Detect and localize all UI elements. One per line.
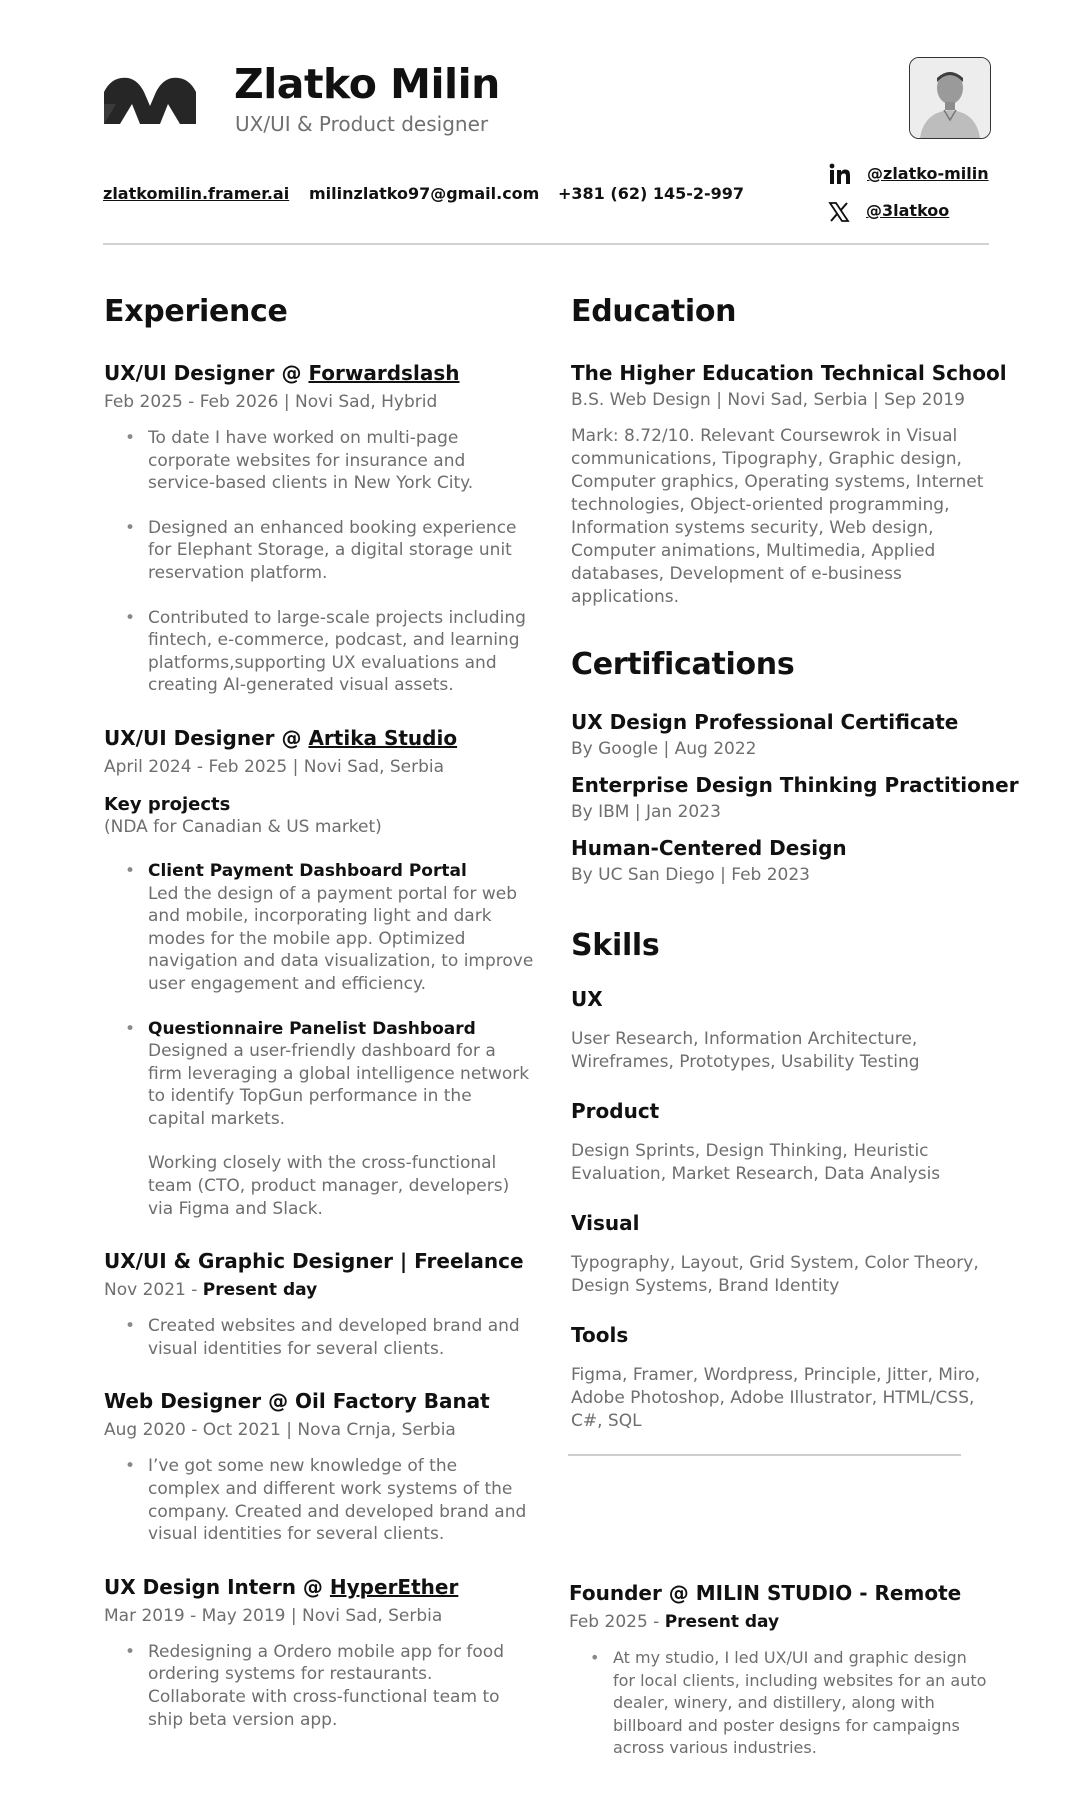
job-freelance — [104, 1248, 534, 1360]
list-item: • Redesigning a Ordero mobile app for food ordering systems for restaurants. Collaborate with cross-functional team to ship beta version app. — [104, 1641, 534, 1731]
company-link[interactable]: Forwardslash — [308, 361, 460, 385]
job-title-prefix: UX Design Intern @ — [104, 1574, 330, 1599]
job-title-prefix: UX/UI Designer @ — [104, 725, 309, 750]
project-text: Led the design of a payment portal for web and mobile, incorporating light and dark modes for the mobile app. Optimized navigation and data visualization, to improve user engagement and efficiency. — [148, 883, 534, 994]
project-name: • Client Payment Dashboard Portal — [148, 860, 467, 881]
list-item — [104, 1018, 534, 1221]
x-link[interactable]: @3latkoo — [866, 201, 950, 220]
skill-group-items: Typography, Layout, Grid System, Color Theory, Design Systems, Brand Identity — [571, 1253, 979, 1296]
job-meta — [104, 1279, 534, 1301]
skill-group-title: UX — [571, 987, 603, 1011]
linkedin-link[interactable]: @zlatko-milin — [867, 164, 989, 183]
cert-meta: By Google | Aug 2022 — [571, 739, 757, 759]
project-text: Designed a user-friendly dashboard for a firm leveraging a global intelligence network to identify TopGun performance in the capital markets. — [148, 1041, 530, 1129]
key-projects-note: (NDA for Canadian & US market) — [104, 816, 382, 837]
skill-group-items: Figma, Framer, Wordpress, Principle, Jitter, Miro, Adobe Photoshop, Adobe Illustrator, HTML/CSS, C#, SQL — [571, 1365, 981, 1431]
avatar — [910, 58, 990, 138]
founder-meta-prefix: Feb 2025 - — [569, 1612, 665, 1632]
list-item: • Designed an enhanced booking experience for Elephant Storage, a digital storage unit reservation platform. — [104, 517, 534, 585]
phone-text[interactable]: +381 (62) 145-2-997 — [558, 184, 745, 203]
job-title: Web Designer @ Oil Factory Banat — [104, 1389, 490, 1414]
email-text[interactable]: milinzlatko97@gmail.com — [309, 184, 540, 203]
company-link[interactable]: Artika Studio — [308, 725, 458, 750]
skills-section — [571, 928, 991, 1433]
skill-group-title: Product — [571, 1099, 660, 1123]
skills-heading: Skills — [571, 928, 660, 963]
project-name: • Questionnaire Panelist Dashboard — [148, 1018, 476, 1039]
job-title — [104, 360, 534, 386]
certifications-section — [571, 647, 1019, 886]
linkedin-icon[interactable] — [829, 163, 851, 185]
list-item: • I’ve got some new knowledge of the complex and different work systems of the company. Created and developed brand and visual identities for several clients. — [104, 1455, 534, 1545]
x-icon[interactable] — [828, 201, 850, 223]
job-title-prefix: UX/UI Designer @ — [104, 361, 309, 385]
education-details: Mark: 8.72/10. Relevant Coursewrok in Visual communications, Tipography, Graphic design, Computer graphics, Operating systems, Internet technologies, Object-oriented programming, Information systems security, Web design, Computer animations, Multimedia, Applied databases, Development of e-business applications. — [571, 426, 984, 607]
job-artika — [104, 725, 534, 1220]
key-projects-label: Key projects — [104, 793, 231, 815]
list-item: • Created websites and developed brand and visual identities for several clients. — [104, 1315, 534, 1360]
company-link[interactable]: HyperEther — [329, 1574, 459, 1599]
cert-title: UX Design Professional Certificate — [571, 710, 959, 734]
job-forwardslash — [104, 360, 534, 697]
job-meta-current: Present day — [202, 1280, 318, 1301]
header-divider — [103, 243, 989, 245]
job-hyperether — [104, 1574, 534, 1731]
skill-group-title: Tools — [571, 1323, 629, 1347]
job-meta: Mar 2019 - May 2019 | Novi Sad, Serbia — [104, 1605, 443, 1626]
list-item — [104, 860, 534, 996]
job-title — [104, 725, 534, 751]
list-item: • At my studio, I led UX/UI and graphic design for local clients, including websites for an auto dealer, winery, and distillery, along with billboard and poster designs for campaigns across various industries. — [569, 1647, 989, 1760]
list-item: • Contributed to large-scale projects including fintech, e-commerce, podcast, and learning platforms,supporting UX evaluations and creating AI-generated visual assets. — [104, 607, 534, 697]
cert-title: Enterprise Design Thinking Practitioner — [571, 773, 1019, 797]
cert-meta: By IBM | Jan 2023 — [571, 802, 721, 822]
candidate-role: UX/UI & Product designer — [235, 112, 489, 136]
experience-section — [104, 294, 534, 1731]
cert-meta: By UC San Diego | Feb 2023 — [571, 865, 810, 885]
degree-meta: B.S. Web Design | Novi Sad, Serbia | Sep 2019 — [571, 390, 965, 410]
right-column — [571, 294, 1019, 1433]
founder-divider — [568, 1454, 961, 1456]
skill-group-items: User Research, Information Architecture, Wireframes, Prototypes, Usability Testing — [571, 1029, 920, 1072]
skill-group-title: Visual — [571, 1211, 640, 1235]
job-meta: April 2024 - Feb 2025 | Novi Sad, Serbia — [104, 756, 445, 777]
founder-section — [569, 1580, 989, 1760]
school-name: The Higher Education Technical School — [571, 361, 1007, 385]
job-meta-prefix: Nov 2021 - — [104, 1280, 203, 1301]
skill-group-items: Design Sprints, Design Thinking, Heuristic Evaluation, Market Research, Data Analysis — [571, 1141, 941, 1184]
logo-mark — [102, 74, 198, 126]
founder-meta-current: Present day — [664, 1612, 780, 1632]
certifications-heading: Certifications — [571, 647, 795, 682]
education-heading: Education — [571, 294, 737, 329]
founder-title: Founder @ MILIN STUDIO - Remote — [569, 1581, 962, 1605]
candidate-name: Zlatko Milin — [234, 60, 500, 108]
education-section — [571, 294, 1007, 609]
job-meta: Feb 2025 - Feb 2026 | Novi Sad, Hybrid — [104, 392, 438, 412]
founder-meta — [569, 1611, 989, 1633]
job-title — [104, 1574, 534, 1600]
website-link[interactable]: zlatkomilin.framer.ai — [103, 184, 290, 203]
project-text: Working closely with the cross-functional team (CTO, product manager, developers) via Figma and Slack. — [148, 1153, 510, 1219]
job-oil-factory — [104, 1388, 534, 1545]
profile-photo — [909, 57, 991, 139]
cert-title: Human-Centered Design — [571, 836, 847, 860]
list-item: • To date I have worked on multi-page corporate websites for insurance and service-based clients in New York City. — [104, 427, 534, 495]
experience-heading: Experience — [104, 294, 288, 329]
job-meta: Aug 2020 - Oct 2021 | Nova Crnja, Serbia — [104, 1420, 456, 1441]
job-title: UX/UI & Graphic Designer | Freelance — [104, 1249, 524, 1274]
